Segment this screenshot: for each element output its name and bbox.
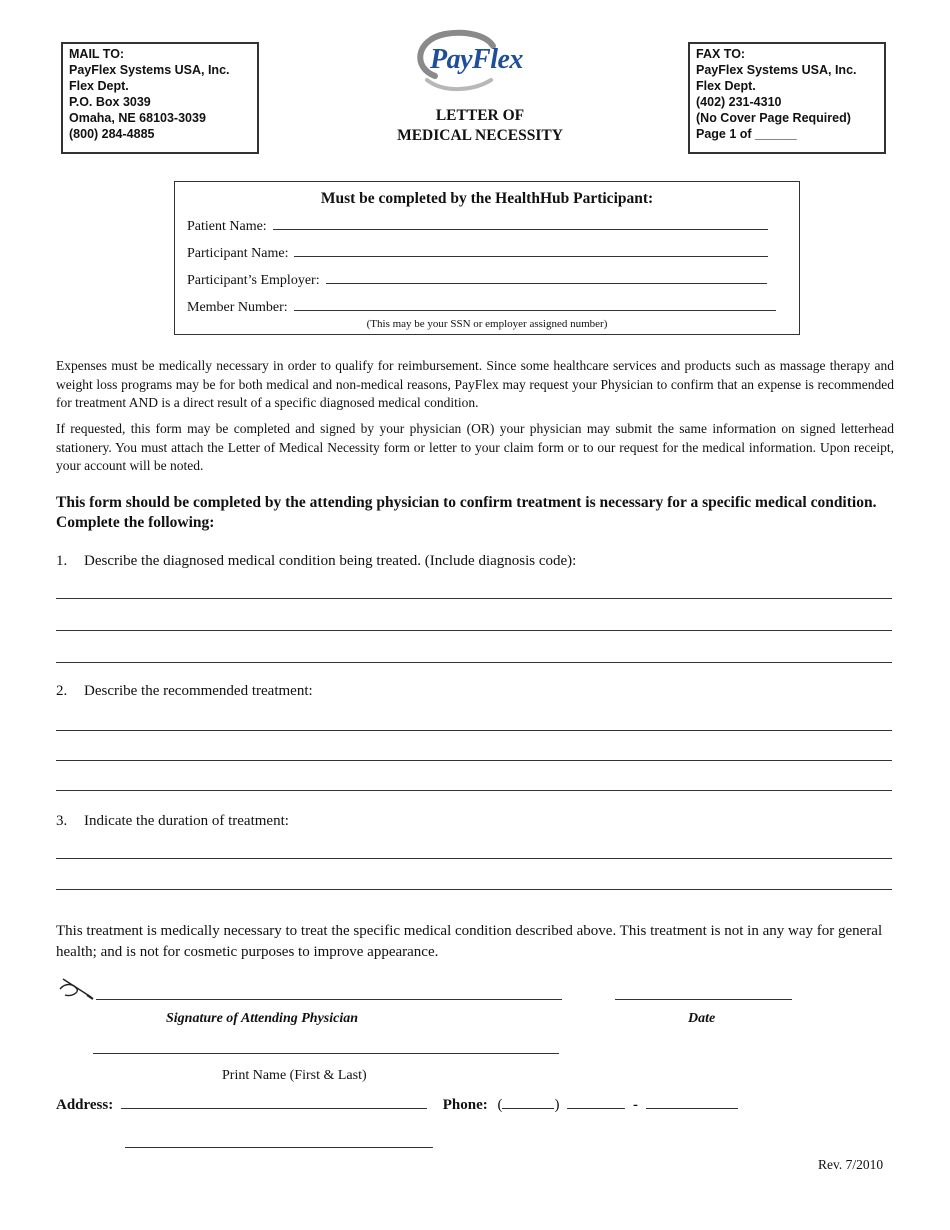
mail-to-line: P.O. Box 3039 xyxy=(69,95,151,109)
signature-pen-icon xyxy=(57,975,97,1001)
physician-signature-line[interactable] xyxy=(96,999,562,1000)
q2-answer-line[interactable] xyxy=(56,730,892,731)
question-3 xyxy=(56,813,289,830)
submission-paragraph: If requested, this form may be completed and signed by your physician (OR) your physician may submit the same information on signed letterhead stationery. You must attach the Letter of Medical Necessity form or letter to your claim form or to our request for the medical information. Upon receipt, your account will be noted. xyxy=(56,421,894,473)
address-phone-row xyxy=(56,1094,738,1114)
mail-to-box xyxy=(61,42,259,154)
intro-paragraph: Expenses must be medically necessary in order to qualify for reimbursement. Since some healthcare services and products such as massage therapy and weight loss programs may be for both medical and non-medical reasons, PayFlex may request your Physician to confirm that an expense is recommended for treatment AND is a direct result of a specific diagnosed medical condition. xyxy=(56,358,894,410)
fax-to-line: (402) 231-4310 xyxy=(696,95,782,109)
phone-dash: - xyxy=(632,1097,638,1113)
q1-answer-line[interactable] xyxy=(56,598,892,599)
medical-necessity-statement: This treatment is medically necessary to treat the specific medical condition described above. This treatment is not in any way for general health; and is not for cosmetic purposes to improve appearance. xyxy=(56,923,883,960)
question-number: 1. xyxy=(56,553,68,569)
physician-instructions: This form should be completed by the attending physician to confirm treatment is necessary for a specific medical condition. Complete the following: xyxy=(56,494,877,531)
date-line[interactable] xyxy=(615,999,792,1000)
revision-date: Rev. 7/2010 xyxy=(818,1157,884,1172)
question-number: 3. xyxy=(56,813,68,829)
fax-to-line: PayFlex Systems USA, Inc. xyxy=(696,63,857,77)
participant-name-input-line[interactable] xyxy=(294,243,768,257)
mail-to-line: Omaha, NE 68103-3039 xyxy=(69,111,206,125)
question-2 xyxy=(56,683,313,700)
question-text: Describe the recommended treatment: xyxy=(84,683,313,699)
date-label: Date xyxy=(688,1011,716,1026)
payflex-logo xyxy=(405,28,545,98)
question-text: Describe the diagnosed medical condition being treated. (Include diagnosis code): xyxy=(84,553,577,569)
q1-answer-line[interactable] xyxy=(56,630,892,631)
fax-page-count[interactable]: Page 1 of ______ xyxy=(696,127,797,141)
participant-name-field[interactable] xyxy=(187,243,768,261)
phone-prefix-line[interactable] xyxy=(567,1094,625,1109)
q2-answer-line[interactable] xyxy=(56,760,892,761)
q2-answer-line[interactable] xyxy=(56,790,892,791)
phone-close-paren: ) xyxy=(554,1097,560,1113)
phone-number-line[interactable] xyxy=(646,1094,738,1109)
logo-text: PayFlex xyxy=(430,44,523,75)
title-line-1: LETTER OF xyxy=(435,107,525,124)
participant-employer-input-line[interactable] xyxy=(326,270,767,284)
participant-employer-label: Participant’s Employer: xyxy=(187,273,320,288)
phone-area-code-line[interactable] xyxy=(502,1094,554,1109)
title-line-2: MEDICAL NECESSITY xyxy=(397,127,563,144)
fax-to-line: (No Cover Page Required) xyxy=(696,111,851,125)
mail-to-line: (800) 284-4885 xyxy=(69,127,155,141)
address-line[interactable] xyxy=(121,1094,427,1109)
participant-employer-field[interactable] xyxy=(187,270,767,288)
q1-answer-line[interactable] xyxy=(56,662,892,663)
mail-to-line: MAIL TO: xyxy=(69,47,125,61)
participant-section xyxy=(174,181,800,335)
phone-open-paren: ( xyxy=(497,1097,503,1113)
mail-to-line: Flex Dept. xyxy=(69,79,129,93)
participant-heading: Must be completed by the HealthHub Participant: xyxy=(320,190,654,207)
member-number-input-line[interactable] xyxy=(294,297,776,311)
fax-to-line: FAX TO: xyxy=(696,47,746,61)
member-number-label: Member Number: xyxy=(187,300,288,315)
participant-name-label: Participant Name: xyxy=(187,246,289,261)
document-title xyxy=(370,106,590,146)
mail-to-line: PayFlex Systems USA, Inc. xyxy=(69,63,230,77)
address-label: Address: xyxy=(56,1097,114,1113)
patient-name-field[interactable] xyxy=(187,216,768,234)
fax-to-box xyxy=(688,42,886,154)
member-number-field[interactable] xyxy=(187,297,776,315)
question-1 xyxy=(56,553,576,570)
address-second-line[interactable] xyxy=(125,1147,433,1148)
patient-name-input-line[interactable] xyxy=(273,216,768,230)
signature-label: Signature of Attending Physician xyxy=(166,1011,359,1026)
member-number-note: (This may be your SSN or employer assigned number) xyxy=(366,318,608,330)
print-name-label: Print Name (First & Last) xyxy=(222,1068,367,1083)
phone-label: Phone: xyxy=(442,1097,488,1113)
patient-name-label: Patient Name: xyxy=(187,219,267,234)
question-number: 2. xyxy=(56,683,68,699)
print-name-line[interactable] xyxy=(93,1053,559,1054)
question-text: Indicate the duration of treatment: xyxy=(84,813,289,829)
q3-answer-line[interactable] xyxy=(56,858,892,859)
fax-to-line: Flex Dept. xyxy=(696,79,756,93)
q3-answer-line[interactable] xyxy=(56,889,892,890)
